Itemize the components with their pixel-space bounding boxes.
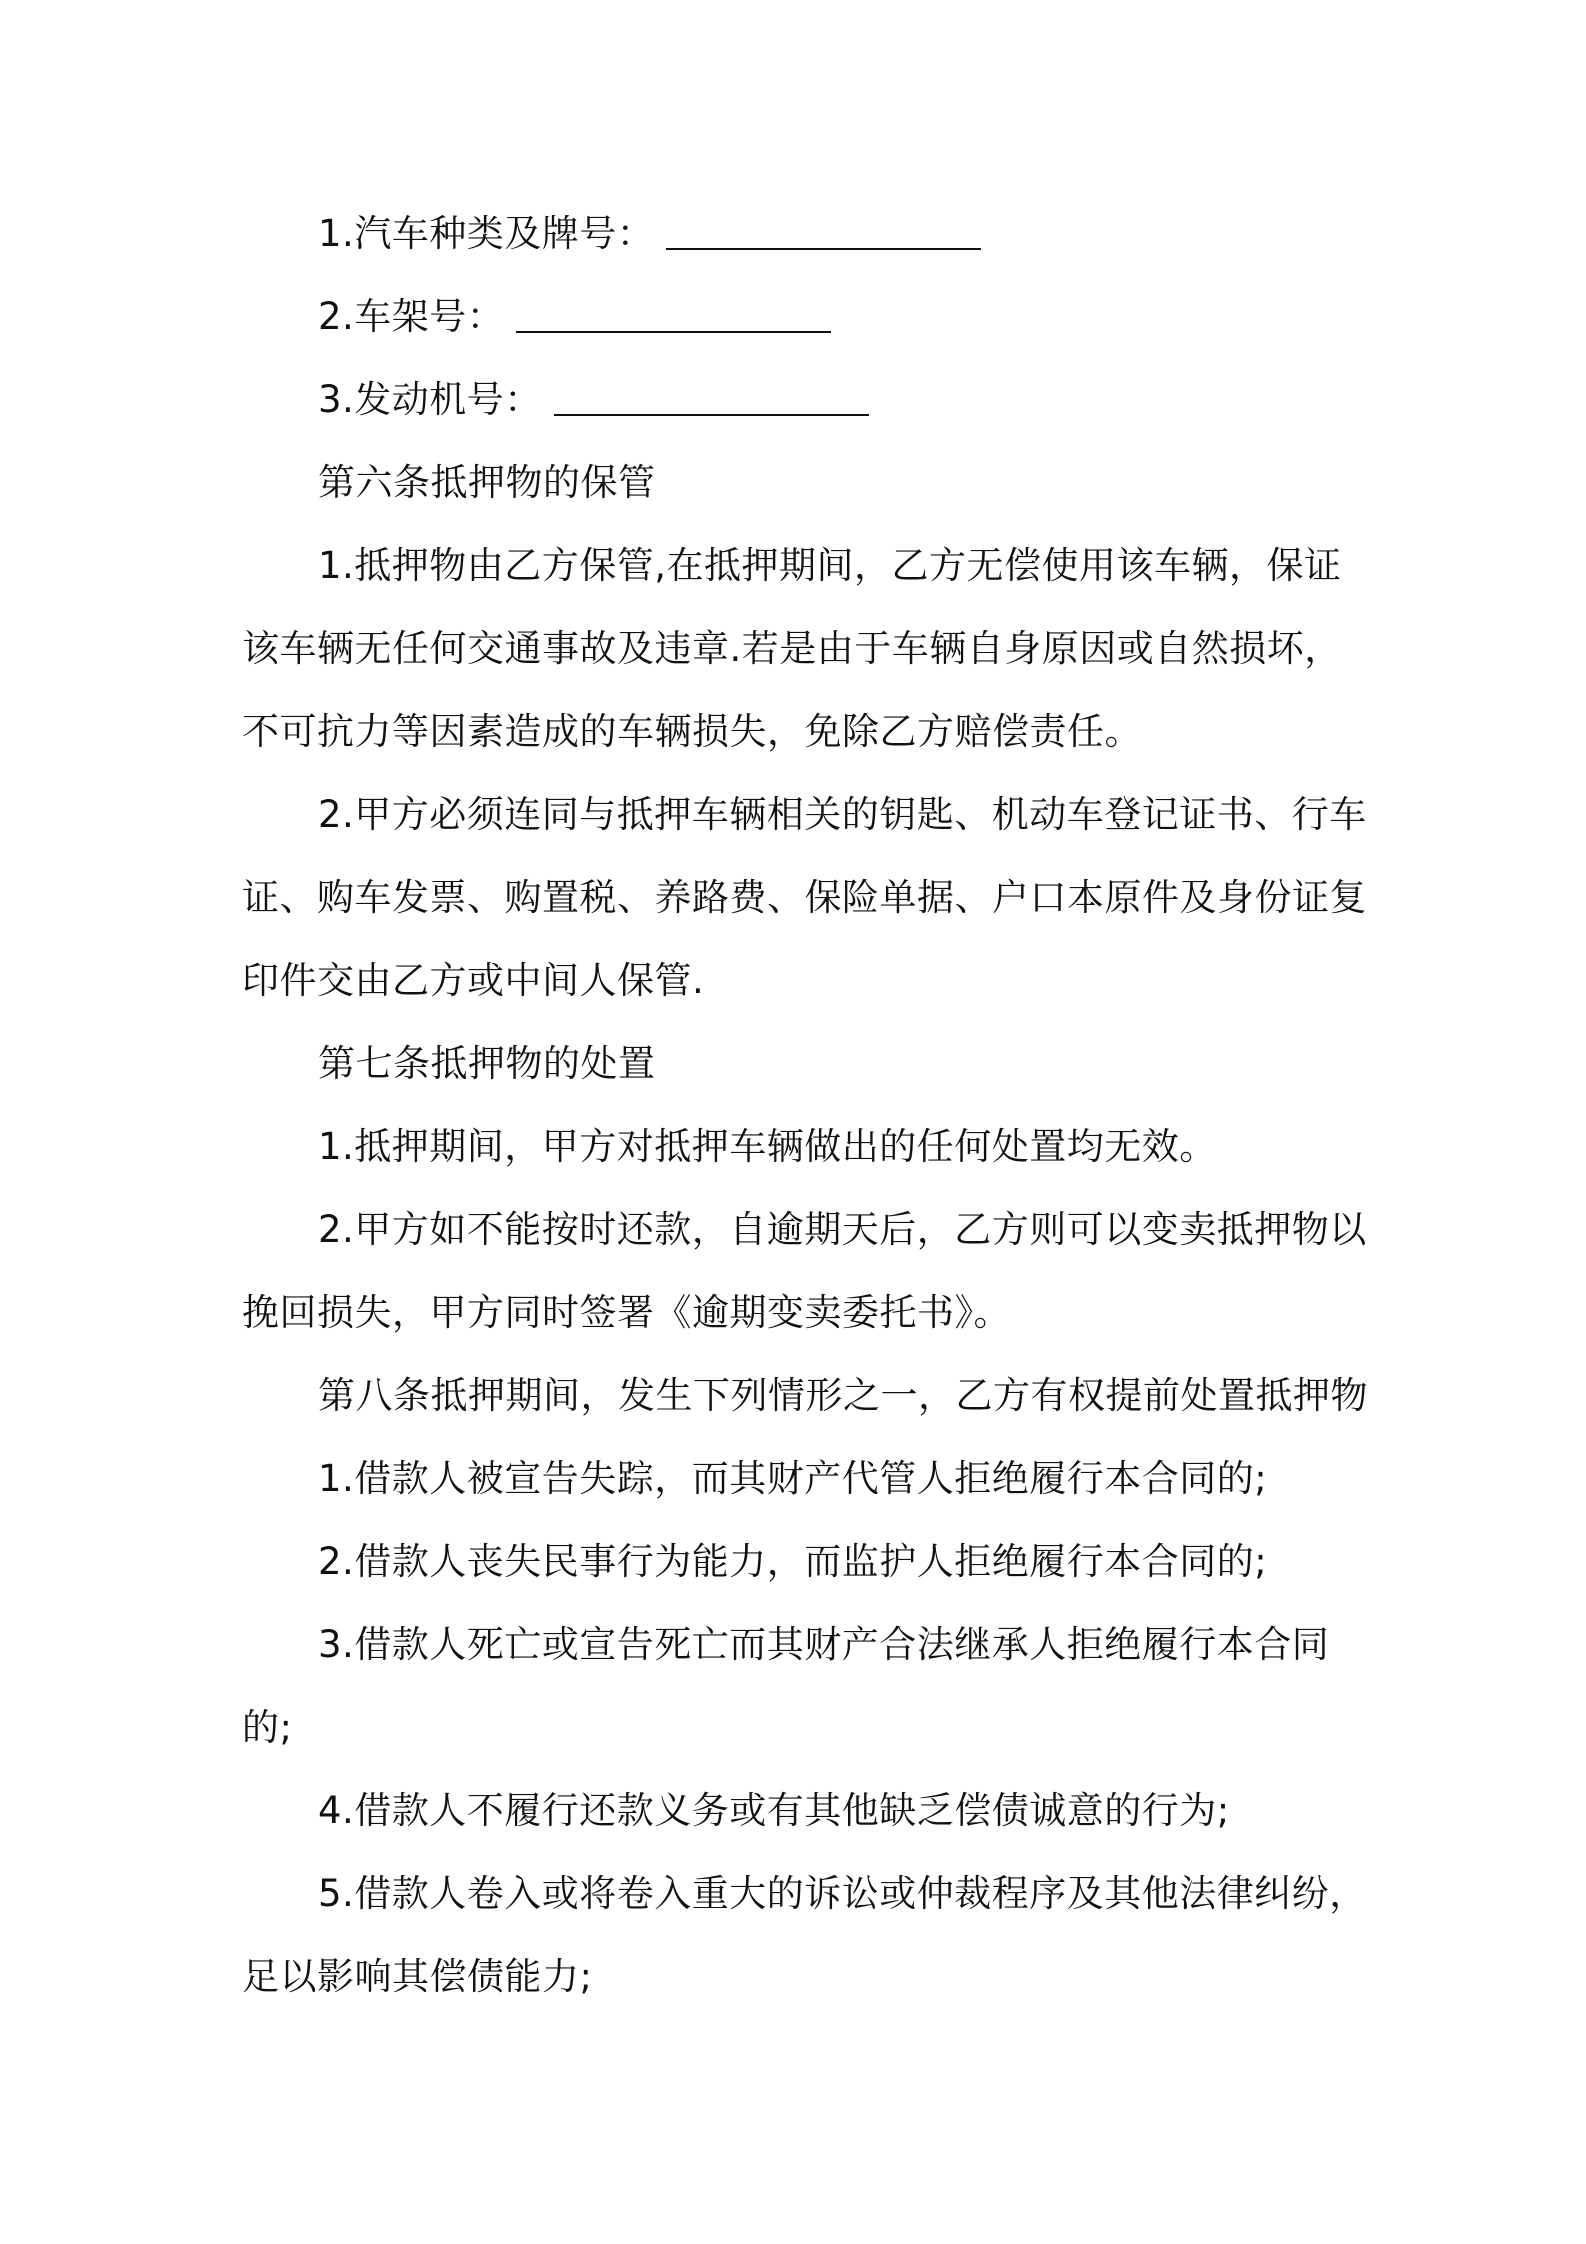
field-label: 3.发动机号： [318,378,542,421]
field-label: 1.汽车种类及牌号： [318,212,655,255]
fill-in-blank-line [666,248,981,250]
frame-number-field [242,275,1357,358]
fill-in-blank-line [516,331,831,333]
paragraph-line: 1.抵押物由乙方保管,在抵押期间，乙方无偿使用该车辆，保证 [318,544,1342,587]
paragraph-line: 2.甲方必须连同与抵押车辆相关的钥匙、机动车登记证书、行车 [318,793,1367,836]
fill-in-blank-line [554,414,869,416]
paragraph-line: 该车辆无任何交通事故及违章.若是由于车辆自身原因或自然损坏， [242,627,1342,670]
article-heading: 第八条抵押期间，发生下列情形之一，乙方有权提前处置抵押物 [318,1374,1368,1417]
paragraph-line: 1.抵押期间，甲方对抵押车辆做出的任何处置均无效。 [318,1125,1217,1168]
list-item: 5.借款人卷入或将卷入重大的诉讼或仲裁程序及其他法律纠纷， [318,1872,1367,1915]
paragraph-line: 证、购车发票、购置税、养路费、保险单据、户口本原件及身份证复 [242,876,1367,919]
vehicle-type-plate-field [242,192,1357,275]
paragraph-line: 印件交由乙方或中间人保管. [242,959,705,1002]
paragraph-line: 挽回损失，甲方同时签署《逾期变卖委托书》。 [242,1291,1011,1334]
engine-number-field [242,358,1357,441]
list-item-continuation: 足以影响其偿债能力; [242,1955,593,1998]
list-item: 3.借款人死亡或宣告死亡而其财产合法继承人拒绝履行本合同 [318,1623,1330,1666]
article-heading: 第七条抵押物的处置 [318,1042,656,1085]
article-heading: 第六条抵押物的保管 [318,461,656,504]
field-label: 2.车架号： [318,295,505,338]
list-item: 2.借款人丧失民事行为能力，而监护人拒绝履行本合同的; [318,1540,1268,1583]
paragraph-line: 不可抗力等因素造成的车辆损失，免除乙方赔偿责任。 [242,710,1142,753]
document-body [242,192,1368,2018]
paragraph-line: 2.甲方如不能按时还款，自逾期天后，乙方则可以变卖抵押物以 [318,1208,1367,1251]
list-item-continuation: 的; [242,1706,293,1749]
list-item: 4.借款人不履行还款义务或有其他缺乏偿债诚意的行为; [318,1789,1230,1832]
list-item: 1.借款人被宣告失踪，而其财产代管人拒绝履行本合同的; [318,1457,1268,1500]
